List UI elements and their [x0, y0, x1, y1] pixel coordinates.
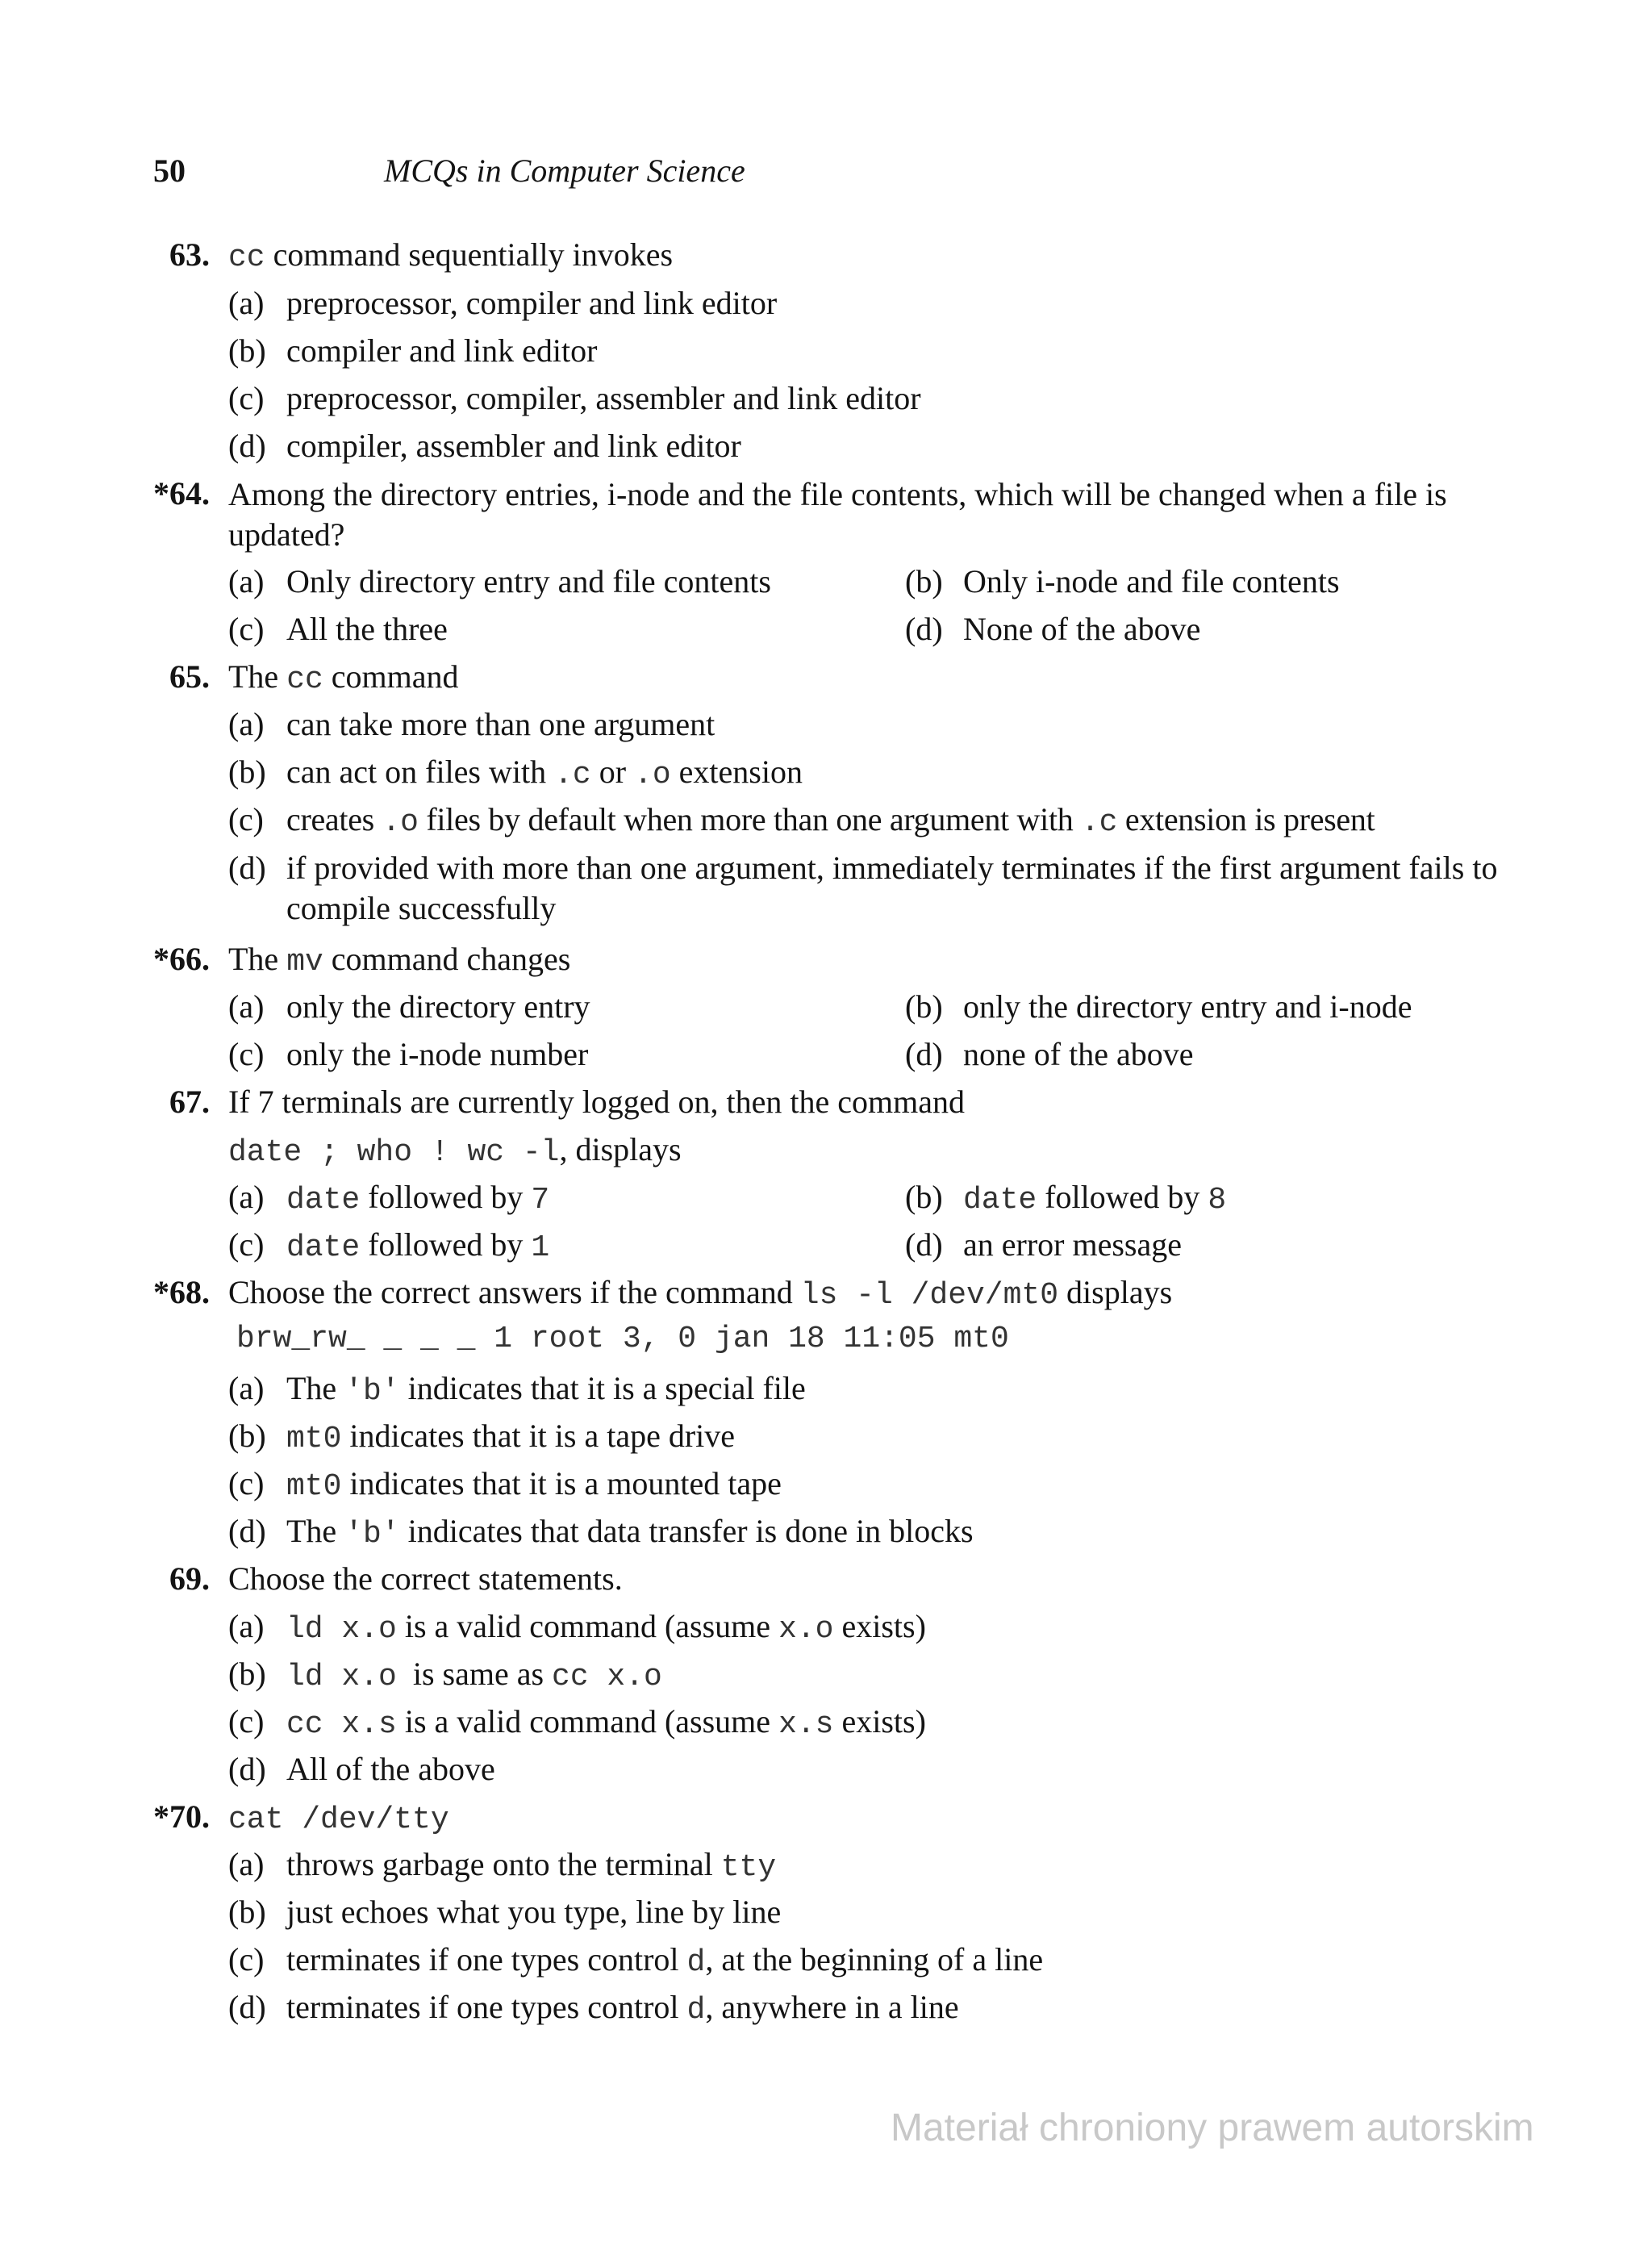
question-67-command: date ; who ! wc -l, displays: [228, 1131, 682, 1170]
copyright-watermark: Materiał chroniony prawem autorskim: [891, 2107, 1534, 2149]
option-65a: (a) can take more than one argument: [228, 706, 715, 742]
option-65b: (b) can act on files with .c or .o extension: [228, 754, 803, 792]
question-stem: The mv command changes: [228, 941, 571, 979]
option-63c: (c) preprocessor, compiler, assembler and link editor: [228, 380, 921, 416]
option-67b: (b) date followed by 8: [905, 1179, 1227, 1217]
question-stem: Choose the correct answers if the command ls -l /dev/mt0 displays: [228, 1274, 1173, 1313]
question-number: 69.: [169, 1560, 210, 1597]
option-67a: (a) date followed by 7: [228, 1179, 550, 1217]
option-66d: (d) none of the above: [905, 1036, 1194, 1072]
question-stem: Among the directory entries, i-node and the file contents, which will be changed when a file is updated?: [228, 476, 1447, 553]
option-63a: (a) preprocessor, compiler and link editor: [228, 285, 778, 321]
option-66a: (a) only the directory entry: [228, 988, 590, 1025]
question-number: *68.: [153, 1274, 210, 1310]
question-number: 65.: [169, 658, 210, 695]
question-stem: If 7 terminals are currently logged on, then the command: [228, 1084, 966, 1120]
option-69b: (b) ld x.o is same as cc x.o: [228, 1656, 662, 1694]
page-header: [153, 152, 745, 190]
option-66b: (b) only the directory entry and i-node: [905, 988, 1412, 1025]
question-68-output: brw_rw_ _ _ _ 1 root 3, 0 jan 18 11:05 mt0: [236, 1322, 1009, 1356]
question-stem: cc command sequentially invokes: [228, 236, 674, 275]
option-64b: (b) Only i-node and file contents: [905, 563, 1340, 599]
option-67c: (c) date followed by 1: [228, 1226, 550, 1265]
option-66c: (c) only the i-node number: [228, 1036, 589, 1072]
option-64a: (a) Only directory entry and file contents: [228, 563, 771, 599]
option-67d: (d) an error message: [905, 1226, 1182, 1263]
option-70b: (b) just echoes what you type, line by line: [228, 1894, 782, 1930]
question-stem: Choose the correct statements.: [228, 1560, 623, 1597]
option-65d: (d) if provided with more than one argument, immediately terminates if the first argument fails to compile successfully: [228, 850, 1498, 926]
option-69c: (c) cc x.s is a valid command (assume x.s exists): [228, 1703, 926, 1742]
option-69a: (a) ld x.o is a valid command (assume x.o exists): [228, 1608, 926, 1647]
option-70c: (c) terminates if one types control d, at the beginning of a line: [228, 1941, 1044, 1980]
option-70a: (a) throws garbage onto the terminal tty: [228, 1846, 777, 1885]
option-68a: (a) The 'b' indicates that it is a special file: [228, 1370, 806, 1409]
question-number: *64.: [153, 475, 210, 512]
option-63b: (b) compiler and link editor: [228, 332, 598, 369]
question-number: 67.: [169, 1084, 210, 1120]
option-68b: (b) mt0 indicates that it is a tape drive: [228, 1418, 736, 1456]
page-number: 50: [153, 152, 186, 189]
question-stem: The cc command: [228, 658, 459, 697]
option-68c: (c) mt0 indicates that it is a mounted tape: [228, 1465, 782, 1504]
question-number: 63.: [169, 236, 210, 273]
option-63d: (d) compiler, assembler and link editor: [228, 428, 741, 464]
book-title: MCQs in Computer Science: [384, 152, 745, 189]
option-64c: (c) All the three: [228, 611, 448, 647]
question-number: *70.: [153, 1798, 210, 1835]
option-64d: (d) None of the above: [905, 611, 1201, 647]
option-65c: (c) creates .o files by default when more than one argument with .c extension is present: [228, 801, 1375, 840]
question-number: *66.: [153, 941, 210, 977]
question-stem: cat /dev/tty: [228, 1802, 449, 1837]
option-70d: (d) terminates if one types control d, anywhere in a line: [228, 1989, 959, 2028]
option-69d: (d) All of the above: [228, 1751, 495, 1787]
option-68d: (d) The 'b' indicates that data transfer is done in blocks: [228, 1513, 974, 1552]
